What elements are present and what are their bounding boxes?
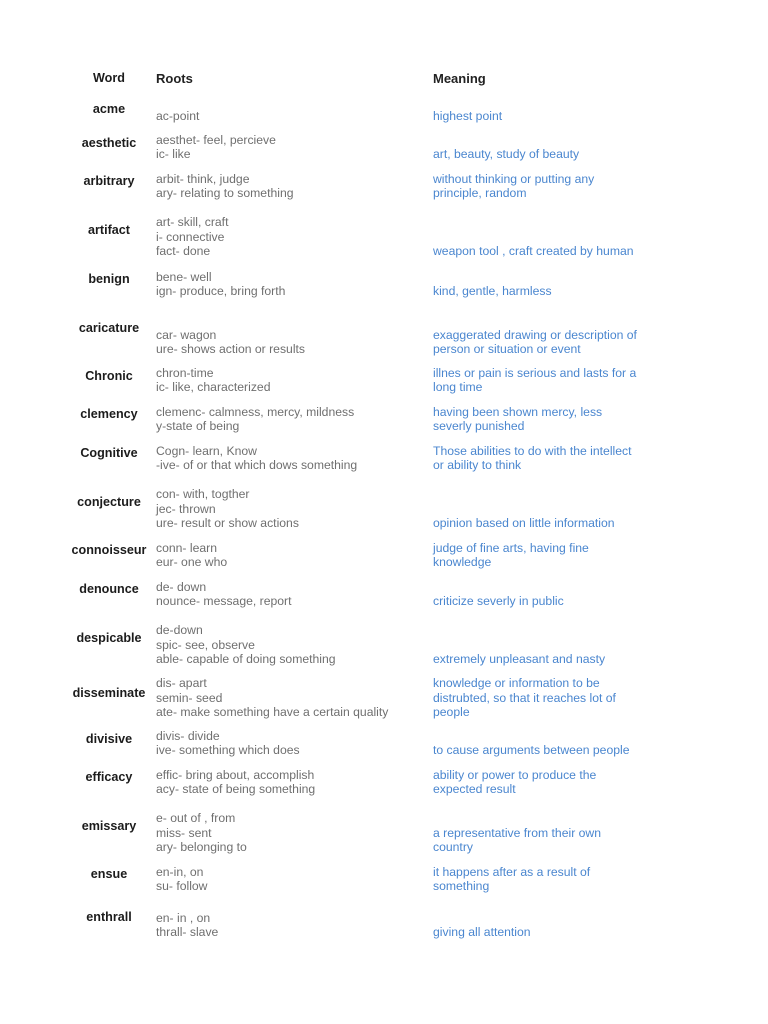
word-cell: Chronic (85, 368, 133, 383)
roots-cell (156, 357, 433, 395)
meaning-line: it happens after as a result of (433, 864, 591, 879)
word-cell: arbitrary (83, 174, 135, 189)
word-cell: ensue (90, 867, 128, 882)
meaning-cell (433, 570, 702, 609)
root-line: Cogn- learn, Know (156, 443, 257, 458)
word-cell: connoisseur (71, 543, 147, 558)
meaning-cell (433, 299, 702, 357)
meaning-line: weapon tool , craft created by human (433, 244, 634, 259)
meaning-line: exaggerated drawing or description of (433, 327, 637, 342)
root-line: de- down (156, 579, 207, 594)
root-line: semin- seed (156, 690, 223, 705)
roots-cell (156, 758, 433, 797)
meaning-line: extremely unpleasant and nasty (433, 652, 606, 667)
meaning-cell (433, 395, 702, 434)
table-row (62, 531, 702, 570)
word-cell: conjecture (77, 494, 141, 509)
word-cell: emissary (81, 818, 137, 833)
root-line: y-state of being (156, 419, 240, 434)
roots-cell (156, 473, 433, 531)
meaning-line: people (433, 705, 470, 720)
roots-cell (156, 162, 433, 201)
root-line: ic- like, characterized (156, 380, 271, 395)
word-cell: Cognitive (80, 446, 138, 461)
meaning-line: giving all attention (433, 925, 531, 940)
meaning-line: highest point (433, 109, 503, 124)
meaning-line: something (433, 879, 490, 894)
table-header (62, 62, 702, 94)
meaning-cell (433, 531, 702, 570)
meaning-line: without thinking or putting any (433, 171, 595, 186)
roots-cell (156, 259, 433, 299)
root-line: i- connective (156, 229, 225, 244)
header-roots: Roots (156, 70, 193, 86)
roots-cell (156, 894, 433, 940)
meaning-line: having been shown mercy, less (433, 404, 603, 419)
root-line: able- capable of doing something (156, 652, 336, 667)
meaning-line: ability or power to produce the (433, 767, 597, 782)
root-line: clemenc- calmness, mercy, mildness (156, 404, 355, 419)
meaning-cell (433, 259, 702, 299)
word-cell: clemency (80, 407, 138, 422)
root-line: thrall- slave (156, 925, 219, 940)
meaning-line: knowledge or information to be (433, 676, 600, 691)
table-row (62, 434, 702, 473)
table-row (62, 720, 702, 758)
root-line: nounce- message, report (156, 594, 292, 609)
root-line: fact- done (156, 244, 211, 259)
root-line: effic- bring about, accomplish (156, 767, 315, 782)
meaning-cell (433, 720, 702, 758)
table-row (62, 395, 702, 434)
root-line: ary- relating to something (156, 186, 294, 201)
table-row (62, 894, 702, 940)
meaning-line: principle, random (433, 186, 527, 201)
meaning-cell (433, 473, 702, 531)
root-line: dis- apart (156, 676, 207, 691)
meaning-line: to cause arguments between people (433, 743, 630, 758)
root-line: en-in, on (156, 864, 204, 879)
meaning-cell (433, 855, 702, 894)
roots-cell (156, 94, 433, 124)
meaning-line: or ability to think (433, 458, 522, 473)
word-cell: caricature (78, 320, 140, 335)
table-row (62, 124, 702, 162)
roots-cell (156, 667, 433, 720)
root-line: chron-time (156, 365, 214, 380)
table-row (62, 201, 702, 259)
table-row (62, 357, 702, 395)
meaning-line: severly punished (433, 419, 525, 434)
word-cell: disseminate (72, 686, 146, 701)
meaning-cell (433, 667, 702, 720)
table-row (62, 797, 702, 855)
meaning-line: knowledge (433, 555, 492, 570)
word-cell: artifact (88, 222, 130, 237)
root-line: ure- result or show actions (156, 516, 299, 531)
meaning-cell (433, 201, 702, 259)
meaning-line: Those abilities to do with the intellect (433, 443, 632, 458)
root-line: ary- belonging to (156, 840, 247, 855)
root-line: ign- produce, bring forth (156, 284, 286, 299)
root-line: ive- something which does (156, 743, 300, 758)
table-row (62, 94, 702, 124)
root-line: con- with, togther (156, 487, 250, 502)
root-line: arbit- think, judge (156, 171, 250, 186)
meaning-line: a representative from their own (433, 825, 601, 840)
root-line: art- skill, craft (156, 215, 229, 230)
root-line: eur- one who (156, 555, 228, 570)
roots-cell (156, 797, 433, 855)
meaning-cell (433, 124, 702, 162)
table-row (62, 855, 702, 894)
root-line: ac-point (156, 109, 200, 124)
roots-cell (156, 855, 433, 894)
table-row (62, 570, 702, 609)
meaning-cell (433, 357, 702, 395)
roots-cell (156, 570, 433, 609)
word-cell: acme (92, 101, 126, 116)
word-cell: efficacy (85, 770, 133, 785)
root-line: acy- state of being something (156, 782, 316, 797)
table-row (62, 299, 702, 357)
meaning-line: expected result (433, 782, 516, 797)
table-row (62, 758, 702, 797)
word-cell: enthrall (86, 909, 132, 924)
meaning-line: country (433, 840, 473, 855)
root-line: divis- divide (156, 728, 220, 743)
table-row (62, 162, 702, 201)
root-line: aesthet- feel, percieve (156, 132, 276, 147)
vocab-table (62, 62, 702, 940)
word-cell: divisive (85, 731, 133, 746)
meaning-line: art, beauty, study of beauty (433, 147, 580, 162)
meaning-line: criticize severly in public (433, 594, 564, 609)
roots-cell (156, 434, 433, 473)
root-line: car- wagon (156, 327, 217, 342)
roots-cell (156, 299, 433, 357)
meaning-line: person or situation or event (433, 342, 581, 357)
root-line: conn- learn (156, 540, 217, 555)
root-line: su- follow (156, 879, 208, 894)
meaning-line: distrubted, so that it reaches lot of (433, 690, 616, 705)
meaning-line: opinion based on little information (433, 516, 615, 531)
table-row (62, 473, 702, 531)
header-meaning: Meaning (433, 70, 486, 86)
meaning-cell (433, 94, 702, 124)
root-line: ate- make something have a certain quality (156, 705, 389, 720)
word-cell: despicable (76, 630, 142, 645)
meaning-line: long time (433, 380, 483, 395)
root-line: -ive- of or that which dows something (156, 458, 358, 473)
table-body (62, 94, 702, 940)
meaning-cell (433, 162, 702, 201)
header-word: Word (93, 71, 125, 85)
meaning-line: illnes or pain is serious and lasts for a (433, 365, 637, 380)
meaning-cell (433, 797, 702, 855)
meaning-cell (433, 609, 702, 667)
root-line: e- out of , from (156, 811, 236, 826)
table-row (62, 667, 702, 720)
root-line: bene- well (156, 269, 212, 284)
root-line: miss- sent (156, 825, 212, 840)
roots-cell (156, 395, 433, 434)
word-cell: benign (88, 271, 130, 286)
root-line: en- in , on (156, 910, 211, 925)
meaning-line: judge of fine arts, having fine (433, 540, 589, 555)
roots-cell (156, 201, 433, 259)
table-row (62, 609, 702, 667)
word-cell: denounce (79, 582, 139, 597)
meaning-cell (433, 758, 702, 797)
root-line: ure- shows action or results (156, 342, 306, 357)
root-line: de-down (156, 623, 203, 638)
roots-cell (156, 720, 433, 758)
meaning-cell (433, 894, 702, 940)
roots-cell (156, 531, 433, 570)
word-cell: aesthetic (81, 135, 137, 150)
meaning-line: kind, gentle, harmless (433, 284, 552, 299)
root-line: spic- see, observe (156, 637, 255, 652)
table-row (62, 259, 702, 299)
meaning-cell (433, 434, 702, 473)
root-line: jec- thrown (156, 501, 216, 516)
roots-cell (156, 609, 433, 667)
root-line: ic- like (156, 147, 191, 162)
roots-cell (156, 124, 433, 162)
